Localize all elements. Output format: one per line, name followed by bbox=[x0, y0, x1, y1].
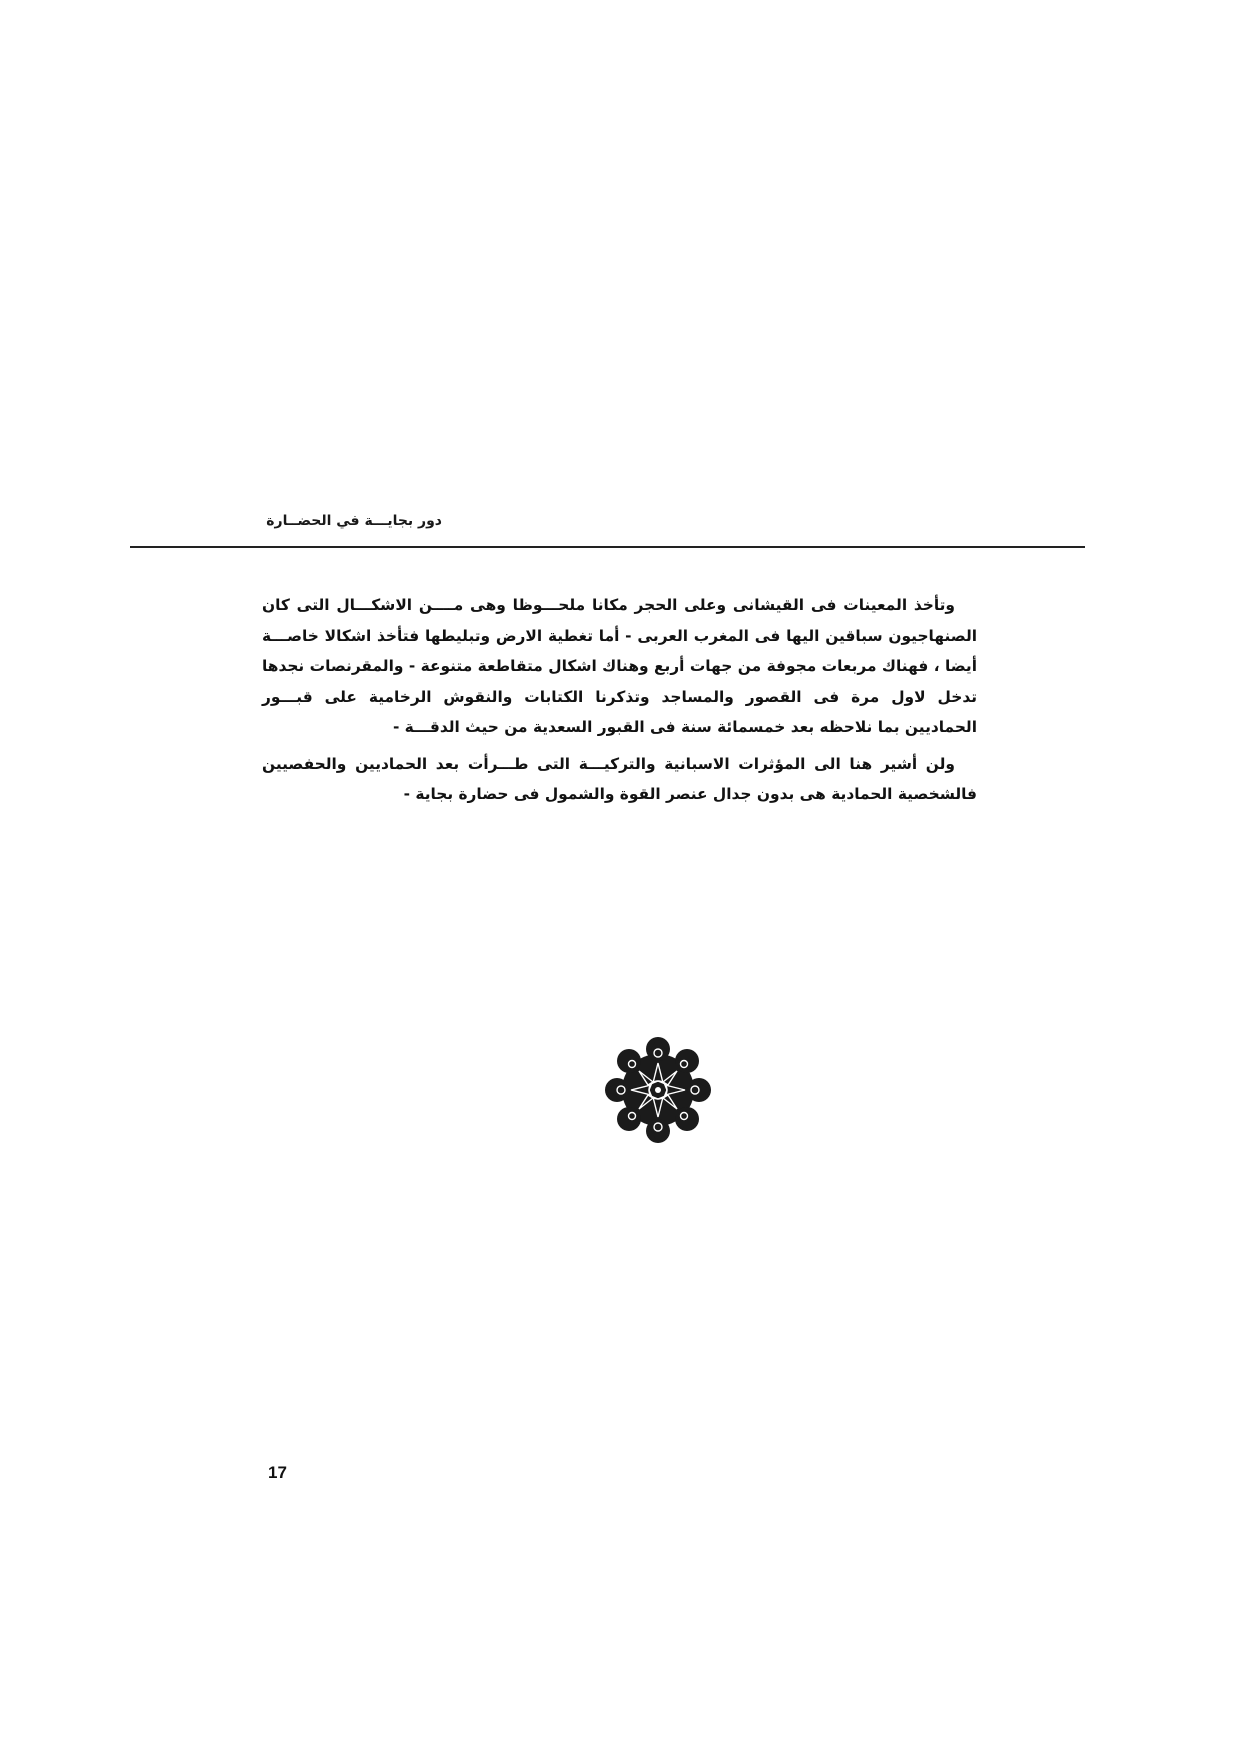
paragraph-2: ولن أشير هنا الى المؤثرات الاسبانية والتركيـــة التى طـــرأت بعد الحماديين والحفصيين فالشخصية الحمادية هى بدون جدال عنصر القوة والشمول فى حضارة بجاية - bbox=[262, 754, 977, 803]
eight-point-arabesque-star-icon bbox=[603, 1035, 713, 1145]
paragraph-1: وتأخذ المعينات فى القيشانى وعلى الحجر مكانا ملحـــوظا وهى مــــن الاشكـــال التى كان الصنهاجيون سباقين اليها فى المغرب العربى - أما تغطية الارض وتبليطها فتأخذ اشكالا خاصـــة أيضا ، فهناك مربعات مجوفة من جهات أربع وهناك اشكال متقاطعة متنوعة - والمقرنصات نجدها تدخل لاول مرة فى القصور والمساجد وتذكرنا الكتابات والنقوش الرخامية على قبـــور الحماديين بما نلاحظه بعد خمسمائة سنة فى القبور السعدية من حيث الدقـــة - bbox=[262, 596, 977, 736]
header-rule bbox=[130, 546, 1085, 548]
body-text bbox=[262, 590, 977, 810]
running-header: دور بجايـــة في الحضــارة bbox=[266, 513, 442, 529]
page-number: 17 bbox=[268, 1463, 287, 1482]
